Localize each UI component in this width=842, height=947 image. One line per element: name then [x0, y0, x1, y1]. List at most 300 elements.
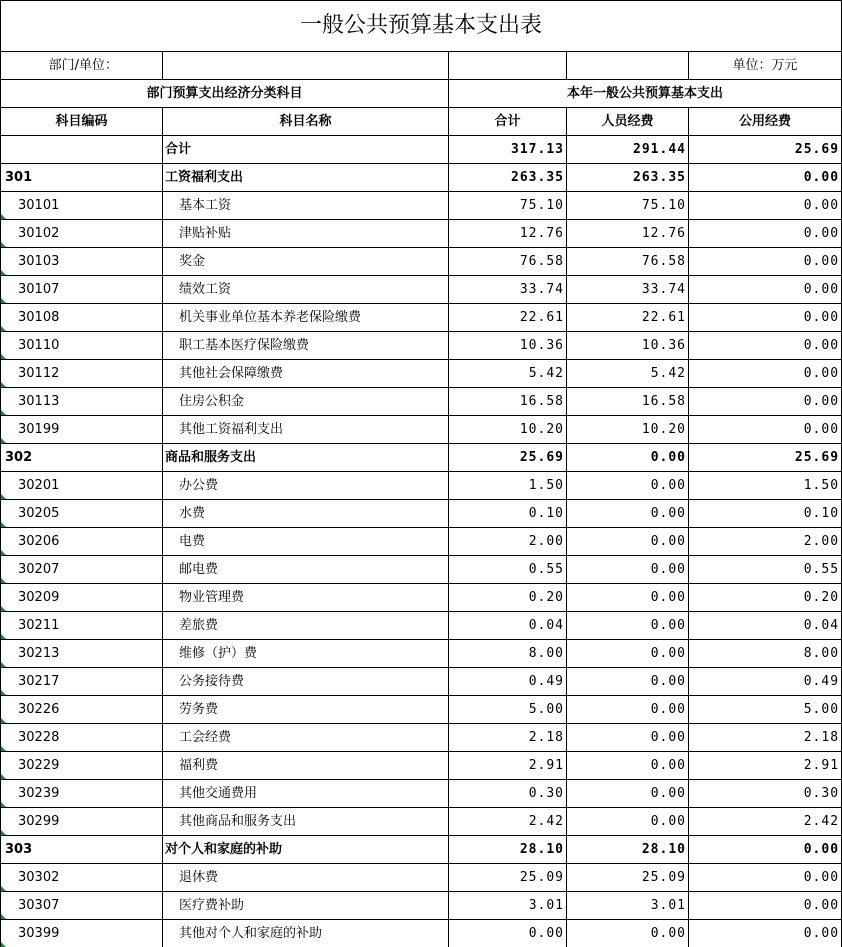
- cell-total[interactable]: [449, 864, 567, 892]
- cell-total[interactable]: [449, 780, 567, 808]
- cell-public-text: 0.04: [803, 618, 840, 633]
- cell-code[interactable]: [1, 920, 163, 947]
- cell-total-text: 3.01: [528, 898, 564, 913]
- cell-personnel[interactable]: [567, 864, 689, 892]
- cell-code[interactable]: [1, 584, 163, 612]
- cell-code[interactable]: [1, 444, 163, 472]
- cell-code[interactable]: [1, 388, 163, 416]
- cell-public-text: 0.00: [803, 394, 840, 409]
- cell-total[interactable]: [449, 528, 567, 556]
- cell-code[interactable]: [1, 416, 163, 444]
- cell-personnel[interactable]: [567, 640, 689, 668]
- cell-public[interactable]: [689, 752, 842, 780]
- cell-name[interactable]: [163, 920, 449, 947]
- text-number-marker-icon: [1, 214, 6, 219]
- cell-name[interactable]: [163, 836, 449, 864]
- table-row: [1, 164, 842, 192]
- cell-name-text: 其他交通费用: [179, 786, 258, 801]
- cell-public[interactable]: [689, 248, 842, 276]
- cell-name[interactable]: [163, 668, 449, 696]
- cell-personnel[interactable]: [567, 724, 689, 752]
- cell-personnel[interactable]: [567, 584, 689, 612]
- cell-total-text: 16.58: [519, 394, 564, 409]
- page-title: 一般公共预算基本支出表: [1, 1, 842, 52]
- cell-personnel[interactable]: [567, 332, 689, 360]
- cell-code-text: 30211: [18, 618, 60, 633]
- cell-public[interactable]: [689, 136, 842, 164]
- cell-total-text: 0.00: [528, 926, 564, 941]
- cell-public-text: 0.30: [803, 786, 840, 801]
- cell-code-text: 30107: [18, 282, 60, 297]
- cell-personnel[interactable]: [567, 304, 689, 332]
- cell-total-text: 2.00: [528, 534, 564, 549]
- cell-public[interactable]: [689, 612, 842, 640]
- cell-public[interactable]: [689, 472, 842, 500]
- cell-total[interactable]: [449, 556, 567, 584]
- cell-name[interactable]: [163, 640, 449, 668]
- cell-personnel-text: 291.44: [633, 142, 686, 157]
- text-number-marker-icon: [1, 718, 6, 723]
- cell-personnel-text: 0.00: [650, 926, 686, 941]
- cell-total-text: 8.00: [528, 646, 564, 661]
- cell-name[interactable]: [163, 444, 449, 472]
- cell-personnel-text: 28.10: [641, 842, 686, 857]
- col-header-name: 科目名称: [163, 108, 449, 136]
- text-number-marker-icon: [1, 606, 6, 611]
- cell-code[interactable]: [1, 668, 163, 696]
- cell-name-text: 维修（护）费: [179, 646, 258, 661]
- cell-name-text: 商品和服务支出: [165, 450, 257, 465]
- table-row: [1, 724, 842, 752]
- cell-name-text: 退休费: [179, 870, 219, 885]
- text-number-marker-icon: [1, 326, 6, 331]
- cell-total-text: 12.76: [519, 226, 564, 241]
- cell-name-text: 差旅费: [179, 618, 219, 633]
- cell-total-text: 317.13: [511, 142, 564, 157]
- cell-name[interactable]: [163, 332, 449, 360]
- cell-personnel[interactable]: [567, 836, 689, 864]
- cell-personnel[interactable]: [567, 416, 689, 444]
- cell-total-text: 5.00: [528, 702, 564, 717]
- cell-total[interactable]: [449, 500, 567, 528]
- group-header-right: 本年一般公共预算基本支出: [449, 80, 842, 108]
- cell-public[interactable]: [689, 332, 842, 360]
- cell-public-text: 0.00: [803, 310, 840, 325]
- text-number-marker-icon: [1, 550, 6, 555]
- cell-code-text: 30108: [18, 310, 60, 325]
- cell-personnel-text: 25.09: [641, 870, 686, 885]
- cell-public[interactable]: [689, 640, 842, 668]
- table-row: [1, 444, 842, 472]
- cell-personnel[interactable]: [567, 276, 689, 304]
- cell-code-text: 30239: [18, 786, 60, 801]
- table-row: [1, 892, 842, 920]
- cell-total[interactable]: [449, 136, 567, 164]
- cell-total-text: 76.58: [519, 254, 564, 269]
- cell-code[interactable]: [1, 276, 163, 304]
- cell-name[interactable]: [163, 752, 449, 780]
- cell-name-text: 公务接待费: [179, 674, 245, 689]
- table-row: [1, 584, 842, 612]
- cell-public-text: 1.50: [803, 478, 840, 493]
- cell-personnel-text: 0.00: [650, 758, 686, 773]
- cell-personnel-text: 0.00: [650, 674, 686, 689]
- cell-total[interactable]: [449, 248, 567, 276]
- cell-public[interactable]: [689, 892, 842, 920]
- text-number-marker-icon: [1, 354, 6, 359]
- cell-public[interactable]: [689, 444, 842, 472]
- cell-code[interactable]: [1, 136, 163, 164]
- cell-public-text: 25.69: [794, 142, 840, 157]
- cell-personnel-text: 0.00: [650, 730, 686, 745]
- cell-total-text: 2.18: [528, 730, 564, 745]
- dept-label: 部门/单位：: [1, 52, 163, 80]
- cell-public[interactable]: [689, 920, 842, 947]
- cell-total-text: 0.20: [528, 590, 564, 605]
- cell-public-text: 0.00: [803, 898, 840, 913]
- cell-code[interactable]: [1, 164, 163, 192]
- cell-total-text: 10.20: [519, 422, 564, 437]
- cell-code-text: 30103: [18, 254, 60, 269]
- cell-total[interactable]: [449, 668, 567, 696]
- cell-personnel[interactable]: [567, 696, 689, 724]
- table-row: [1, 192, 842, 220]
- cell-total[interactable]: [449, 808, 567, 836]
- cell-code[interactable]: [1, 780, 163, 808]
- cell-personnel-text: 76.58: [641, 254, 686, 269]
- cell-total-text: 263.35: [511, 170, 564, 185]
- text-number-marker-icon: [1, 494, 6, 499]
- cell-name-text: 津贴补贴: [179, 226, 232, 241]
- cell-total[interactable]: [449, 892, 567, 920]
- cell-code[interactable]: [1, 500, 163, 528]
- table-row: [1, 556, 842, 584]
- cell-name-text: 物业管理费: [179, 590, 245, 605]
- cell-total-text: 0.30: [528, 786, 564, 801]
- cell-personnel[interactable]: [567, 220, 689, 248]
- table-row: [1, 360, 842, 388]
- cell-personnel-text: 0.00: [650, 450, 686, 465]
- cell-code-text: 30201: [18, 478, 60, 493]
- cell-public-text: 0.00: [803, 198, 840, 213]
- cell-code-text: 30226: [18, 702, 60, 717]
- cell-public[interactable]: [689, 668, 842, 696]
- table-row: [1, 472, 842, 500]
- text-number-marker-icon: [1, 942, 6, 947]
- cell-public[interactable]: [689, 528, 842, 556]
- cell-total[interactable]: [449, 192, 567, 220]
- cell-personnel-text: 10.20: [641, 422, 686, 437]
- cell-name-text: 福利费: [179, 758, 219, 773]
- table-row: [1, 388, 842, 416]
- cell-total[interactable]: [449, 472, 567, 500]
- cell-name[interactable]: [163, 892, 449, 920]
- blank-cell[interactable]: [567, 52, 689, 80]
- cell-name-text: 合计: [165, 142, 192, 157]
- cell-total[interactable]: [449, 164, 567, 192]
- cell-personnel[interactable]: [567, 752, 689, 780]
- cell-public[interactable]: [689, 584, 842, 612]
- cell-personnel[interactable]: [567, 780, 689, 808]
- cell-personnel[interactable]: [567, 920, 689, 947]
- cell-code[interactable]: [1, 836, 163, 864]
- cell-name[interactable]: [163, 248, 449, 276]
- cell-name-text: 工会经费: [179, 730, 232, 745]
- cell-name[interactable]: [163, 304, 449, 332]
- table-row: [1, 836, 842, 864]
- cell-name[interactable]: [163, 584, 449, 612]
- cell-name[interactable]: [163, 164, 449, 192]
- cell-total[interactable]: [449, 640, 567, 668]
- table-row: [1, 920, 842, 947]
- text-number-marker-icon: [1, 298, 6, 303]
- dept-value-cell[interactable]: [163, 52, 449, 80]
- table-row: [1, 668, 842, 696]
- cell-code[interactable]: [1, 472, 163, 500]
- cell-personnel[interactable]: [567, 668, 689, 696]
- cell-personnel-text: 0.00: [650, 646, 686, 661]
- cell-name[interactable]: [163, 528, 449, 556]
- cell-public-text: 2.00: [803, 534, 840, 549]
- cell-public[interactable]: [689, 556, 842, 584]
- cell-personnel-text: 0.00: [650, 702, 686, 717]
- cell-public-text: 0.00: [803, 170, 840, 185]
- cell-total[interactable]: [449, 332, 567, 360]
- text-number-marker-icon: [1, 662, 6, 667]
- table-row: [1, 640, 842, 668]
- cell-total[interactable]: [449, 724, 567, 752]
- cell-code[interactable]: [1, 752, 163, 780]
- cell-name-text: 对个人和家庭的补助: [165, 842, 283, 857]
- cell-name-text: 其他工资福利支出: [179, 422, 284, 437]
- cell-name[interactable]: [163, 416, 449, 444]
- cell-public-text: 25.69: [794, 450, 840, 465]
- cell-total[interactable]: [449, 416, 567, 444]
- cell-code-text: 30307: [18, 898, 60, 913]
- cell-code[interactable]: [1, 696, 163, 724]
- cell-code[interactable]: [1, 724, 163, 752]
- cell-total[interactable]: [449, 388, 567, 416]
- cell-name[interactable]: [163, 276, 449, 304]
- cell-code[interactable]: [1, 612, 163, 640]
- cell-code[interactable]: [1, 220, 163, 248]
- cell-total[interactable]: [449, 752, 567, 780]
- cell-name[interactable]: [163, 472, 449, 500]
- cell-personnel[interactable]: [567, 892, 689, 920]
- cell-code-text: 301: [5, 170, 33, 185]
- cell-public[interactable]: [689, 388, 842, 416]
- cell-name[interactable]: [163, 724, 449, 752]
- cell-public-text: 0.00: [803, 870, 840, 885]
- text-number-marker-icon: [1, 886, 6, 891]
- table-row: [1, 780, 842, 808]
- cell-public[interactable]: [689, 724, 842, 752]
- cell-personnel-text: 10.36: [641, 338, 686, 353]
- cell-public-text: 0.00: [803, 254, 840, 269]
- cell-name-text: 基本工资: [179, 198, 232, 213]
- text-number-marker-icon: [1, 802, 6, 807]
- table-row: [1, 136, 842, 164]
- cell-public-text: 2.42: [803, 814, 840, 829]
- cell-code[interactable]: [1, 192, 163, 220]
- cell-total[interactable]: [449, 220, 567, 248]
- cell-total[interactable]: [449, 696, 567, 724]
- cell-code[interactable]: [1, 640, 163, 668]
- cell-name[interactable]: [163, 780, 449, 808]
- cell-code-text: 302: [5, 450, 33, 465]
- text-number-marker-icon: [1, 242, 6, 247]
- col-header-code: 科目编码: [1, 108, 163, 136]
- table-row: [1, 612, 842, 640]
- cell-code-text: 30199: [18, 422, 60, 437]
- cell-personnel[interactable]: [567, 388, 689, 416]
- cell-code-text: 30113: [18, 394, 60, 409]
- cell-code[interactable]: [1, 332, 163, 360]
- cell-total-text: 28.10: [519, 842, 564, 857]
- cell-name[interactable]: [163, 360, 449, 388]
- cell-public[interactable]: [689, 808, 842, 836]
- cell-public[interactable]: [689, 416, 842, 444]
- cell-public-text: 8.00: [803, 646, 840, 661]
- cell-public[interactable]: [689, 864, 842, 892]
- cell-code[interactable]: [1, 808, 163, 836]
- cell-personnel[interactable]: [567, 444, 689, 472]
- cell-name[interactable]: [163, 556, 449, 584]
- cell-personnel[interactable]: [567, 164, 689, 192]
- cell-code-text: 30228: [18, 730, 60, 745]
- cell-personnel[interactable]: [567, 612, 689, 640]
- cell-name[interactable]: [163, 136, 449, 164]
- cell-name[interactable]: [163, 612, 449, 640]
- text-number-marker-icon: [1, 522, 6, 527]
- cell-personnel[interactable]: [567, 136, 689, 164]
- cell-public[interactable]: [689, 836, 842, 864]
- cell-personnel-text: 3.01: [650, 898, 686, 913]
- cell-personnel-text: 5.42: [650, 366, 686, 381]
- cell-personnel-text: 0.00: [650, 590, 686, 605]
- cell-total[interactable]: [449, 584, 567, 612]
- cell-total-text: 75.10: [519, 198, 564, 213]
- cell-name[interactable]: [163, 696, 449, 724]
- col-header-personnel: 人员经费: [567, 108, 689, 136]
- cell-personnel[interactable]: [567, 472, 689, 500]
- table-row: [1, 752, 842, 780]
- cell-code[interactable]: [1, 304, 163, 332]
- cell-public[interactable]: [689, 220, 842, 248]
- cell-name-text: 住房公积金: [179, 394, 245, 409]
- cell-name[interactable]: [163, 388, 449, 416]
- cell-public[interactable]: [689, 276, 842, 304]
- table-row: [1, 332, 842, 360]
- group-header-left: 部门预算支出经济分类科目: [1, 80, 449, 108]
- blank-cell[interactable]: [449, 52, 567, 80]
- table-row: [1, 304, 842, 332]
- cell-name[interactable]: [163, 808, 449, 836]
- table-row: [1, 248, 842, 276]
- cell-code[interactable]: [1, 528, 163, 556]
- cell-personnel[interactable]: [567, 808, 689, 836]
- text-number-marker-icon: [1, 578, 6, 583]
- text-number-marker-icon: [1, 914, 6, 919]
- text-number-marker-icon: [1, 690, 6, 695]
- cell-public[interactable]: [689, 500, 842, 528]
- cell-name-text: 办公费: [179, 478, 219, 493]
- cell-public[interactable]: [689, 304, 842, 332]
- cell-total[interactable]: [449, 304, 567, 332]
- cell-code-text: 30205: [18, 506, 60, 521]
- cell-code[interactable]: [1, 892, 163, 920]
- text-number-marker-icon: [1, 746, 6, 751]
- cell-personnel-text: 0.00: [650, 506, 686, 521]
- text-number-marker-icon: [1, 774, 6, 779]
- cell-personnel-text: 0.00: [650, 534, 686, 549]
- text-number-marker-icon: [1, 634, 6, 639]
- cell-total[interactable]: [449, 836, 567, 864]
- cell-public-text: 2.18: [803, 730, 840, 745]
- cell-total[interactable]: [449, 444, 567, 472]
- cell-name[interactable]: [163, 192, 449, 220]
- cell-personnel-text: 33.74: [641, 282, 686, 297]
- cell-total[interactable]: [449, 276, 567, 304]
- cell-personnel-text: 12.76: [641, 226, 686, 241]
- cell-personnel-text: 0.00: [650, 562, 686, 577]
- cell-public[interactable]: [689, 780, 842, 808]
- cell-public-text: 0.00: [803, 282, 840, 297]
- cell-personnel[interactable]: [567, 500, 689, 528]
- cell-total-text: 25.09: [519, 870, 564, 885]
- cell-personnel-text: 0.00: [650, 786, 686, 801]
- table-row: [1, 864, 842, 892]
- cell-personnel[interactable]: [567, 248, 689, 276]
- cell-code-text: 30209: [18, 590, 60, 605]
- cell-total-text: 22.61: [519, 310, 564, 325]
- cell-personnel[interactable]: [567, 360, 689, 388]
- cell-name[interactable]: [163, 220, 449, 248]
- cell-total-text: 0.10: [528, 506, 564, 521]
- cell-name[interactable]: [163, 500, 449, 528]
- cell-code[interactable]: [1, 864, 163, 892]
- cell-code-text: 30102: [18, 226, 60, 241]
- table-row: [1, 416, 842, 444]
- cell-code-text: 30110: [18, 338, 60, 353]
- cell-public[interactable]: [689, 192, 842, 220]
- cell-total[interactable]: [449, 612, 567, 640]
- table-row: [1, 528, 842, 556]
- cell-total[interactable]: [449, 920, 567, 947]
- text-number-marker-icon: [1, 270, 6, 275]
- cell-name[interactable]: [163, 864, 449, 892]
- cell-total-text: 0.49: [528, 674, 564, 689]
- cell-code[interactable]: [1, 248, 163, 276]
- cell-name-text: 邮电费: [179, 562, 219, 577]
- cell-personnel[interactable]: [567, 556, 689, 584]
- cell-personnel[interactable]: [567, 192, 689, 220]
- cell-public[interactable]: [689, 360, 842, 388]
- cell-personnel-text: 263.35: [633, 170, 686, 185]
- cell-public-text: 0.55: [803, 562, 840, 577]
- cell-name-text: 奖金: [179, 254, 206, 269]
- table-row: [1, 500, 842, 528]
- cell-code[interactable]: [1, 556, 163, 584]
- table-row: [1, 696, 842, 724]
- cell-total[interactable]: [449, 360, 567, 388]
- cell-public[interactable]: [689, 696, 842, 724]
- cell-code-text: 30213: [18, 646, 60, 661]
- cell-code[interactable]: [1, 360, 163, 388]
- text-number-marker-icon: [1, 410, 6, 415]
- cell-public[interactable]: [689, 164, 842, 192]
- cell-personnel[interactable]: [567, 528, 689, 556]
